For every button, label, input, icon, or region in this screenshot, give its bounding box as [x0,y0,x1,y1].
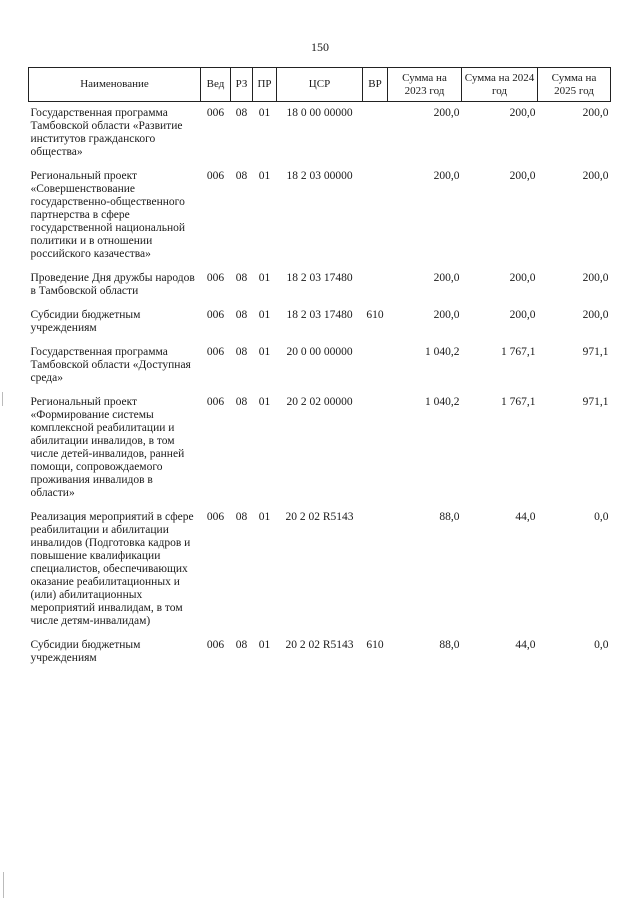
row-sum-2023: 88,0 [439,511,460,523]
row-sum-2025: 200,0 [582,107,609,119]
row-sum-2024: 1 767,1 [501,396,536,408]
budget-table [28,67,611,671]
col-header-name: Наименование [29,68,201,102]
row-csr: 20 0 00 00000 [286,346,353,358]
col-header-rz: РЗ [231,68,253,102]
row-rz: 08 [235,107,248,119]
row-pr: 01 [258,272,271,284]
col-header-vr: ВР [363,68,388,102]
row-sum-2023: 200,0 [433,107,460,119]
row-sum-2024: 200,0 [509,309,536,321]
row-csr: 18 2 03 00000 [286,170,353,182]
row-sum-2025: 971,1 [582,346,609,358]
row-ved: 006 [206,272,225,284]
row-ved: 006 [206,639,225,651]
row-vr [363,391,388,506]
row-sum-2024: 44,0 [515,511,536,523]
col-header-pr: ПР [253,68,277,102]
row-sum-2024: 200,0 [509,170,536,182]
row-pr: 01 [258,309,271,321]
row-sum-2023: 1 040,2 [425,396,460,408]
table-row [29,267,611,304]
table-row [29,341,611,391]
row-rz: 08 [235,346,248,358]
table-row [29,391,611,506]
row-name: Региональный проект «Формирование системы комплексной реабилитации и абилитации инвалидов, в том числе детей-инвалидов, ранней помощи, сопровождаемого проживания инвалидов в области» [30,396,185,499]
row-rz: 08 [235,396,248,408]
row-pr: 01 [258,346,271,358]
table-body [29,102,611,672]
row-sum-2025: 200,0 [582,272,609,284]
row-csr: 18 0 00 00000 [286,107,353,119]
row-sum-2024: 200,0 [509,272,536,284]
row-sum-2025: 200,0 [582,309,609,321]
row-sum-2024: 1 767,1 [501,346,536,358]
row-vr [363,267,388,304]
row-csr: 18 2 03 17480 [286,309,353,321]
row-sum-2023: 200,0 [433,272,460,284]
row-csr: 18 2 03 17480 [286,272,353,284]
col-header-sum-2023: Сумма на 2023 год [388,68,462,102]
row-sum-2023: 1 040,2 [425,346,460,358]
row-vr [363,165,388,267]
row-pr: 01 [258,639,271,651]
row-name: Субсидии бюджетным учреждениям [30,639,141,664]
row-sum-2024: 44,0 [515,639,536,651]
row-sum-2023: 88,0 [439,639,460,651]
row-sum-2025: 200,0 [582,170,609,182]
row-sum-2023: 200,0 [433,170,460,182]
row-rz: 08 [235,170,248,182]
row-pr: 01 [258,170,271,182]
col-header-sum-2025: Сумма на 2025 год [538,68,611,102]
scan-artifact [2,392,3,406]
table-row [29,304,611,341]
row-ved: 006 [206,346,225,358]
table-row [29,102,611,166]
row-rz: 08 [235,272,248,284]
row-vr [363,102,388,166]
row-name: Реализация мероприятий в сфере реабилитации и абилитации инвалидов (Подготовка кадров и повышение квалификации специалистов, обеспечивающих оказание реабилитационных и (или) абилитационных мероприятий инвалидам, в том числе детям-инвалидам) [30,511,194,627]
col-header-sum-2024: Сумма на 2024 год [462,68,538,102]
table-row [29,165,611,267]
col-header-ved: Вед [201,68,231,102]
row-pr: 01 [258,396,271,408]
row-rz: 08 [235,639,248,651]
row-vr [363,341,388,391]
row-ved: 006 [206,396,225,408]
row-pr: 01 [258,511,271,523]
table-header [29,68,611,102]
row-vr: 610 [366,309,384,321]
col-header-csr: ЦСР [277,68,363,102]
table-row [29,634,611,671]
row-sum-2025: 0,0 [594,511,609,523]
page-number: 150 [311,40,329,54]
table-row [29,506,611,634]
row-ved: 006 [206,511,225,523]
row-csr: 20 2 02 R5143 [285,639,354,651]
scan-artifact [3,872,4,898]
row-ved: 006 [206,107,225,119]
row-vr [363,506,388,634]
row-name: Проведение Дня дружбы народов в Тамбовской области [30,272,195,297]
row-sum-2025: 0,0 [594,639,609,651]
row-pr: 01 [258,107,271,119]
row-sum-2025: 971,1 [582,396,609,408]
row-sum-2023: 200,0 [433,309,460,321]
row-ved: 006 [206,170,225,182]
row-sum-2024: 200,0 [509,107,536,119]
row-ved: 006 [206,309,225,321]
row-name: Государственная программа Тамбовской области «Доступная среда» [30,346,191,384]
row-vr: 610 [366,639,384,651]
row-rz: 08 [235,511,248,523]
row-rz: 08 [235,309,248,321]
row-csr: 20 2 02 00000 [286,396,353,408]
row-name: Государственная программа Тамбовской области «Развитие институтов гражданского общества» [30,107,183,158]
row-name: Региональный проект «Совершенствование государственно-общественного партнерства в сфере государственной национальной политики и в отношении российского казачества» [30,170,186,260]
row-name: Субсидии бюджетным учреждениям [30,309,141,334]
row-csr: 20 2 02 R5143 [285,511,354,523]
